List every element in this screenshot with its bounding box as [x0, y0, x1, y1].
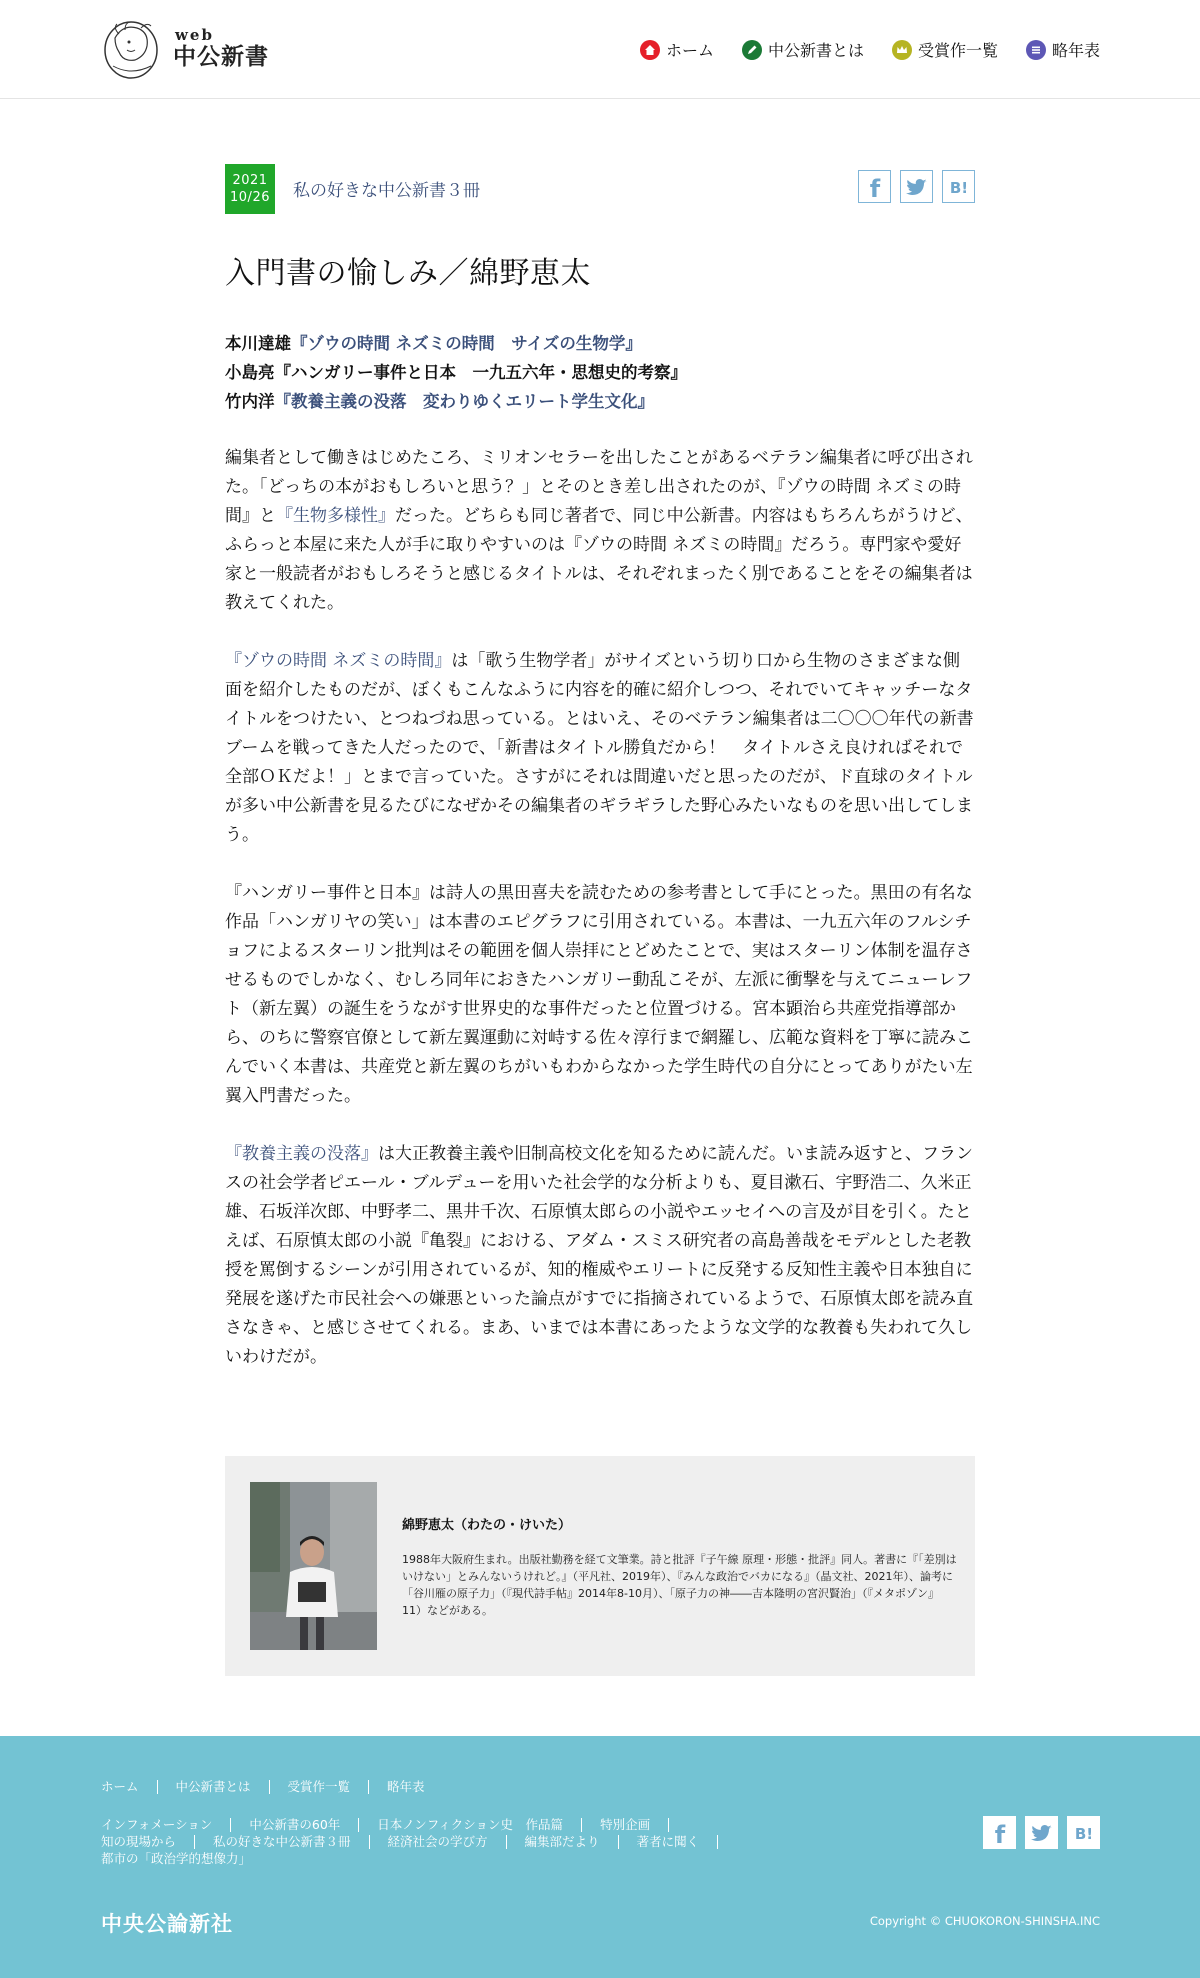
publisher-logo[interactable]: 中央公論新社: [101, 1911, 233, 1936]
paragraph-3: 『ハンガリー事件と日本』は詩人の黒田喜夫を読むための参考書として手にとった。黒田の有名な作品「ハンガリヤの笑い」は本書のエピグラフに引用されている。本書は、一九五六年のフルシチョフによるスターリン批判はその範囲を個人崇拝にとどめたことで、実はスターリン体制を温存させるものでしかなく、むしろ同年におきたハンガリー動乱こそが、左派に衝撃を与えてニューレフト（新左翼）の誕生をうながす世界史的な事件だったと位置づける。宮本顕治ら共産党指導部から、のちに警察官僚として新左翼運動に対峙する佐々淳行まで網羅し、広範な資料を丁寧に読みこんでいく本書は、共産党と新左翼のちがいもわからなかった学生時代の自分にとってありがたい左翼入門書だった。: [225, 883, 973, 1106]
author-photo-image: [250, 1482, 377, 1650]
article-body: [225, 444, 975, 1401]
footer-link-nonfiction[interactable]: 日本ノンフィクション史 作品篇: [358, 1818, 581, 1832]
facebook-glyph: f: [869, 174, 880, 200]
article-title: 入門書の愉しみ／綿野恵太: [225, 256, 591, 291]
nav-about[interactable]: [742, 38, 864, 61]
home-icon: [640, 40, 660, 60]
book-title-link[interactable]: 『教養主義の没落 変わりゆくエリート学生文化』: [274, 392, 654, 411]
footer-link-editorial[interactable]: 編集部だより: [506, 1835, 618, 1849]
hatena-glyph: B!: [1074, 1824, 1093, 1843]
twitter-icon: [904, 174, 930, 200]
twitter-icon: [1029, 1820, 1055, 1846]
site-header: [0, 0, 1200, 99]
hatena-glyph: B!: [949, 178, 968, 197]
hatena-share-button[interactable]: [942, 170, 975, 203]
footer-sub-row: [101, 1852, 801, 1869]
facebook-glyph: f: [994, 1820, 1005, 1846]
culturalism-book-link[interactable]: 『教養主義の没落』: [225, 1144, 378, 1164]
facebook-share-button[interactable]: [858, 170, 891, 203]
copyright: Copyright © CHUOKORON-SHINSHA.INC: [869, 1914, 1100, 1928]
logo-emblem-icon: [101, 16, 163, 82]
date-month-day: 10/26: [230, 190, 270, 205]
site-footer: [0, 1736, 1200, 1978]
nav-awards[interactable]: [892, 38, 998, 61]
share-buttons: [858, 170, 975, 203]
author-photo: [250, 1482, 377, 1650]
pencil-icon: [742, 40, 762, 60]
hatena-icon: [1071, 1820, 1097, 1846]
footer-nav-home[interactable]: ホーム: [101, 1779, 139, 1794]
facebook-icon: [862, 174, 888, 200]
book-author: 本川達雄: [225, 334, 291, 353]
footer-link-field[interactable]: 知の現場から: [101, 1834, 177, 1849]
footer-link-special[interactable]: 特別企画: [581, 1818, 669, 1832]
footer-link-favorite-three[interactable]: 私の好きな中公新書３冊: [194, 1835, 369, 1849]
hatena-icon: [946, 174, 972, 200]
paragraph-1-text-b: だった。どちらも同じ著者で、同じ中公新書。内容はもちろんちがうけど、ふらっと本屋に来た人が手に取りやすいのは『ゾウの時間 ネズミの時間』だろう。専門家や愛好家と一般読者がおもしろそうと感じるタイトルは、それぞれまったく別であることをその編集者は教えてくれた。: [225, 506, 973, 613]
nav-home-label: ホーム: [665, 41, 714, 60]
footer-nav-chronology[interactable]: 略年表: [368, 1780, 443, 1794]
paragraph-2: [225, 647, 975, 850]
footer-link-urban-politics[interactable]: 都市の「政治学的想像力」: [101, 1851, 252, 1866]
elephant-book-link[interactable]: 『ゾウの時間 ネズミの時間』: [225, 651, 452, 671]
logo-name-text: 中公新書: [173, 44, 269, 70]
crown-icon: [892, 40, 912, 60]
footer-link-information[interactable]: インフォメーション: [101, 1817, 213, 1832]
date-year: 2021: [232, 173, 268, 188]
footer-sub-row: [101, 1818, 801, 1835]
nav-about-label: 中公新書とは: [767, 41, 864, 60]
footer-sub-row: [101, 1835, 801, 1852]
nav-chronology-label: 略年表: [1051, 41, 1100, 60]
footer-share-buttons: [983, 1816, 1100, 1849]
footer-nav: [101, 1780, 443, 1794]
book-item: [225, 358, 687, 387]
featured-books: [225, 329, 687, 416]
twitter-share-button[interactable]: [900, 170, 933, 203]
category-link[interactable]: 私の好きな中公新書３冊: [293, 181, 480, 201]
author-name: 綿野恵太（わたの・けいた）: [402, 1518, 572, 1533]
footer-facebook-share-button[interactable]: [983, 1816, 1016, 1849]
facebook-icon: [987, 1820, 1013, 1846]
date-badge: [225, 164, 275, 214]
footer-nav-awards[interactable]: 受賞作一覧: [269, 1780, 369, 1794]
paragraph-1: [225, 444, 975, 618]
paragraph-2-text: は「歌う生物学者」がサイズという切り口から生物のさまざまな側面を紹介したものだが、ぼくもこんなふうに内容を的確に紹介しつつ、それでいてキャッチーなタイトルをつけたい、とつねづね思っている。とはいえ、そのベテラン編集者は二〇〇〇年代の新書ブームを戦ってきた人だったので、「新書はタイトル勝負だから！ タイトルさえ良ければそれで全部ＯＫだよ！」とまで言っていた。さすがにそれは間違いだと思ったのだが、ド直球のタイトルが多い中公新書を見るたびになぜかその編集者のギラギラした野心みたいなものを思い出してしまう。: [225, 651, 974, 845]
footer-link-60years[interactable]: 中公新書の60年: [230, 1818, 358, 1832]
footer-link-interviews[interactable]: 著者に聞く: [618, 1835, 719, 1849]
paragraph-4-text: は大正教養主義や旧制高校文化を知るために読んだ。いま読み返すと、フランスの社会学者ピエール・ブルデューを用いた社会学的な分析よりも、夏目漱石、宇野浩二、久米正雄、石坂洋次郎、中野孝二、黒井千次、石原慎太郎らの小説やエッセイへの言及が目を引く。たとえば、石原慎太郎の小説『亀裂』における、アダム・スミス研究者の高島善哉をモデルとした老教授を罵倒するシーンが引用されているが、知的権威やエリートに反発する反知性主義や日本独自に発展を遂げた市民社会への嫌悪といった論点がすでに指摘されているようで、石原慎太郎を読み直さなきゃ、と感じさせてくれる。まあ、いまでは本書にあったような文学的な教養も失われて久しいわけだが。: [225, 1144, 974, 1367]
book-author: 小島亮: [225, 363, 275, 382]
footer-sub-nav: [101, 1818, 801, 1869]
biodiversity-book-link[interactable]: 『生物多様性』: [276, 506, 395, 526]
author-bio: 1988年大阪府生まれ。出版社勤務を経て文筆業。詩と批評『子午線 原理・形態・批評』同人。著書に『「差別はいけない」とみんないうけれど。』（平凡社、2019年）、『みんな政治でバカになる』（晶文社、2021年）、論考に「谷川雁の原子力」（『現代詩手帖』2014年8-10月）、「原子力の神――吉本隆明の宮沢賢治」（『メタポゾン』11）などがある。: [402, 1553, 957, 1617]
book-title-link[interactable]: 『ゾウの時間 ネズミの時間 サイズの生物学』: [291, 334, 642, 353]
site-logo[interactable]: [101, 16, 271, 82]
nav-awards-label: 受賞作一覧: [917, 41, 998, 60]
list-icon: [1026, 40, 1046, 60]
footer-link-economics[interactable]: 経済社会の学び方: [369, 1835, 506, 1849]
logo-web-text: web: [175, 26, 214, 44]
footer-nav-about[interactable]: 中公新書とは: [157, 1780, 269, 1794]
footer-hatena-share-button[interactable]: [1067, 1816, 1100, 1849]
nav-home[interactable]: [640, 38, 714, 61]
global-nav: [640, 38, 1100, 61]
book-item: [225, 329, 687, 358]
book-author: 竹内洋: [225, 392, 275, 411]
book-title: 『ハンガリー事件と日本 一九五六年・思想史的考察』: [274, 363, 687, 382]
author-profile: [225, 1456, 975, 1676]
book-item: [225, 387, 687, 416]
paragraph-1-text-a: 編集者として働きはじめたころ、ミリオンセラーを出したことがあるベテラン編集者に呼び出された。「どっちの本がおもしろいと思う？」とそのとき差し出されたのが、『ゾウの時間 ネズミの時間』と: [225, 448, 973, 526]
paragraph-4: [225, 1140, 975, 1372]
footer-twitter-share-button[interactable]: [1025, 1816, 1058, 1849]
nav-chronology[interactable]: [1026, 38, 1100, 61]
